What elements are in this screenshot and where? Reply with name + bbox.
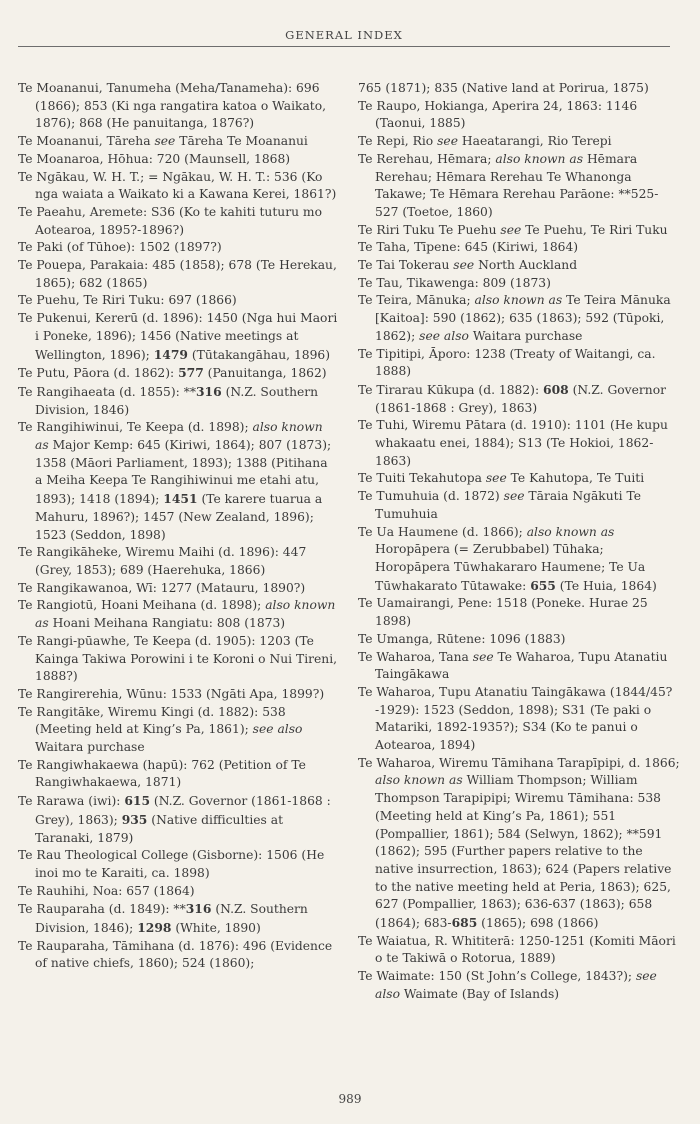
- entry-text: 765 (1871); 835 (Native land at Porirua, 1875): [358, 81, 649, 95]
- entry-text: Tāreha Te Moananui: [175, 134, 308, 149]
- entry-text: (1865); 698 (1866): [477, 916, 599, 931]
- entry-text: Te Kahutopa, Te Tuiti: [506, 471, 645, 486]
- index-entry: [358, 524, 680, 596]
- italic-term: see also: [375, 969, 657, 1001]
- entry-text: Te Rauhihi, Noa: 657 (1864): [18, 883, 195, 898]
- index-entry: [18, 383, 338, 419]
- entry-text: William Thompson; William Thompson Tarapipipi; Wiremu Tāmihana: 538 (Meeting held at King’s Pa, 1861); 551 (Pompallier, 1861); 584 (Selwyn, 1862); **591 (1862); 595 (Further papers relative to the native insurrection, 1863); 624 (Papers relative to the native meeting held at Peria, 1863); 625, 627 (Pompallier, 1863); 636-637 (1863); 658 (1864); 683-: [375, 773, 672, 931]
- index-entry: [18, 292, 338, 310]
- italic-term: also known as: [35, 598, 336, 631]
- index-entry: [18, 792, 338, 847]
- bold-reference: 1451: [163, 491, 198, 507]
- index-entry: [358, 417, 680, 470]
- entry-text: (Te Huia, 1864): [555, 578, 657, 593]
- italic-term: also known as: [495, 151, 584, 166]
- entry-text: Te Puehu, Te Riri Tuku: 697 (1866): [18, 293, 237, 308]
- index-entry: [358, 933, 680, 968]
- entry-text: Te Rangitāke, Wiremu Kingi (d. 1882): 538 (Meeting held at King’s Pa, 1861);: [18, 704, 286, 737]
- entry-text: Te Waharoa, Wiremu Tāmihana Tarapīpipi, d. 1866;: [358, 755, 680, 770]
- entry-text: Waitara purchase: [468, 328, 583, 343]
- page-number: 989: [338, 1092, 362, 1106]
- entry-text: Te Repi, Rio: [358, 134, 438, 149]
- index-entry: [18, 633, 338, 686]
- index-entry: [358, 98, 680, 133]
- index-entry: [358, 275, 680, 293]
- index-entry: [18, 883, 338, 901]
- index-entry: [18, 900, 338, 937]
- italic-term: see: [500, 222, 522, 237]
- entry-text: Haeatarangi, Rio Terepi: [457, 134, 612, 149]
- italic-term: see also: [419, 328, 469, 343]
- entry-text: Te Rangiotū, Hoani Meihana (d. 1898);: [18, 598, 266, 613]
- index-entry: [358, 470, 680, 488]
- entry-text: Te Rauparaha (d. 1849): **: [18, 902, 186, 917]
- italic-term: also known as: [526, 524, 615, 539]
- index-entry: [18, 686, 338, 704]
- index-entry: [358, 257, 680, 275]
- italic-term: see: [472, 649, 494, 664]
- bold-reference: 316: [196, 383, 222, 399]
- entry-text: Te Pukenui, Kererū (d. 1896): 1450 (Nga hui Maori i Poneke, 1896); 1456 (Native meetings at Wellington, 1896);: [18, 311, 338, 362]
- entry-text: (Te karere tuarua a Mahuru, 1896?); 1457 (New Zealand, 1896); 1523 (Seddon, 1898): [35, 492, 323, 542]
- index-entry: [358, 755, 680, 933]
- index-entry: [18, 847, 338, 882]
- entry-text: Te Riri Tuku Te Puehu: [358, 222, 501, 237]
- entry-text: (N.Z. Governor (1861-1868 : Grey), 1863): [375, 382, 666, 415]
- italic-term: see: [485, 471, 507, 486]
- entry-text: Te Pouepa, Parakaia: 485 (1858); 678 (Te Herekau, 1865); 682 (1865): [18, 258, 337, 290]
- index-entry: [18, 544, 338, 579]
- italic-term: see: [503, 489, 525, 504]
- index-entry: [358, 488, 680, 523]
- index-entry: [358, 222, 680, 240]
- index-column-left: [18, 80, 338, 973]
- entry-text: Waitara purchase: [35, 740, 145, 755]
- entry-text: Te Waharoa, Tupu Atanatiu Taingākawa (1844/45?-1929): 1523 (Seddon, 1898); S31 (Te paki o Matariki, 1892-1935?); S34 (Ko te panui o Aotearoa, 1894): [358, 684, 673, 753]
- index-column-right: [358, 80, 680, 1004]
- bold-reference: 608: [543, 381, 569, 397]
- entry-text: Hoani Meihana Rangiatu: 808 (1873): [48, 616, 286, 631]
- entry-text: Te Rarawa (iwi):: [18, 794, 125, 809]
- bold-reference: 685: [451, 915, 478, 931]
- bold-reference: 615: [124, 793, 150, 809]
- entry-text: Te Moananui, Tanumeha (Meha/Tanameha): 696 (1866); 853 (Ki nga rangatira katoa o Waikato, 1876); 868 (He panuitanga, 1876?): [18, 81, 327, 131]
- entry-text: (N.Z. Governor (1861-1868 : Grey), 1863);: [35, 794, 331, 827]
- entry-text: Te Teira, Mānuka;: [358, 293, 475, 308]
- entry-text: Te Rangirerehia, Wūnu: 1533 (Ngāti Apa, 1899?): [18, 686, 325, 701]
- index-entry: [18, 310, 338, 364]
- bold-reference: 935: [121, 811, 148, 827]
- entry-text: Te Ngākau, W. H. T.; = Ngākau, W. H. T.: 536 (Ko nga waiata a Waikato ki a Kawana Kerei, 1861?): [18, 169, 337, 202]
- index-entry: [18, 169, 338, 204]
- entry-text: Te Rangikawanoa, Wī: 1277 (Matauru, 1890?): [18, 580, 306, 595]
- index-entry: [18, 151, 338, 169]
- index-entry: [358, 239, 680, 257]
- index-entry: [358, 649, 680, 684]
- bold-reference: 655: [530, 577, 556, 593]
- index-entry: [358, 346, 680, 381]
- header-rule: [18, 46, 670, 47]
- entry-text: Te Rerehau, Hēmara;: [358, 151, 496, 166]
- bold-reference: 1479: [153, 346, 188, 362]
- bold-reference: 316: [185, 901, 212, 917]
- running-header: GENERAL INDEX: [285, 28, 403, 42]
- italic-term: also known as: [474, 293, 563, 308]
- index-entry: [18, 938, 338, 973]
- bold-reference: 577: [178, 365, 204, 381]
- index-entry: [358, 684, 680, 755]
- entry-text: Te Rangi-pūawhe, Te Keepa (d. 1905): 1203 (Te Kainga Takiwa Porowini i te Koroni o Nui Tireni, 1888?): [18, 633, 338, 684]
- entry-text: Te Tipitipi, Āporo: 1238 (Treaty of Waitangi, ca. 1888): [358, 346, 656, 379]
- entry-text: Major Kemp: 645 (Kiriwi, 1864); 807 (1873); 1358 (Māori Parliament, 1893); 1388 (Pitihana a Meiha Keepa Te Rangihiwinui me etahi atu, 1893); 1418 (1894);: [35, 438, 332, 507]
- entry-text: Te Puehu, Te Riri Tuku: [521, 222, 668, 237]
- entry-text: Te Putu, Pāora (d. 1862):: [18, 366, 179, 381]
- index-entry: [18, 257, 338, 292]
- entry-text: Te Tau, Tikawenga: 809 (1873): [358, 275, 551, 290]
- entry-text: Te Rangihiwinui, Te Keepa (d. 1898);: [18, 420, 253, 435]
- index-entry: [358, 631, 680, 649]
- index-entry: [18, 204, 338, 239]
- entry-text: Te Rangihaeata (d. 1855): **: [18, 384, 196, 399]
- entry-text: (Panuitanga, 1862): [203, 366, 327, 381]
- entry-text: Waimate (Bay of Islands): [399, 986, 560, 1001]
- entry-text: Te Rau Theological College (Gisborne): 1506 (He inoi mo te Karaiti, ca. 1898): [18, 848, 325, 880]
- entry-text: (N.Z. Southern Division, 1846): [35, 384, 319, 417]
- entry-text: (Native difficulties at Taranaki, 1879): [35, 812, 284, 845]
- index-entry: [18, 133, 338, 151]
- entry-text: Te Rauparaha, Tāmihana (d. 1876): 496 (Evidence of native chiefs, 1860); 524 (1860);: [18, 938, 333, 971]
- entry-text: Te Teira Mānuka [Kaitoa]: 590 (1862); 635 (1863); 592 (Tūpoki, 1862);: [375, 293, 671, 343]
- index-entry: [358, 381, 680, 417]
- index-entry: [358, 80, 680, 98]
- italic-term: see: [437, 134, 458, 149]
- entry-text: North Auckland: [474, 258, 578, 273]
- entry-text: Te Paeahu, Aremete: S36 (Ko te kahiti tuturu mo Aotearoa, 1895?-1896?): [18, 204, 322, 237]
- entry-text: Te Tuhi, Wiremu Pātara (d. 1910): 1101 (He kupu whakaatu enei, 1884); S13 (Te Hokioi, 1862-1863): [358, 418, 668, 468]
- entry-text: Te Paki (of Tūhoe): 1502 (1897?): [18, 240, 222, 255]
- bold-reference: 1298: [137, 920, 172, 936]
- index-entry: [358, 595, 680, 630]
- index-entry: [358, 292, 680, 345]
- entry-text: (White, 1890): [171, 921, 261, 936]
- entry-text: Te Waharoa, Tana: [358, 649, 473, 664]
- entry-text: Te Moananui, Tāreha: [18, 134, 155, 149]
- index-entry: [18, 80, 338, 133]
- entry-text: Te Rangiwhakaewa (hapū): 762 (Petition of Te Rangiwhakaewa, 1871): [18, 757, 306, 790]
- index-entry: [18, 239, 338, 257]
- index-entry: [358, 133, 680, 151]
- entry-text: Te Tumuhuia (d. 1872): [358, 489, 504, 504]
- entry-text: Te Raupo, Hokianga, Aperira 24, 1863: 1146 (Taonui, 1885): [358, 98, 638, 131]
- entry-text: Horopāpera (= Zerubbabel) Tūhaka; Horopāpera Tūwhakararo Haumene; Te Ua Tūwhakarato Tūtawake:: [375, 542, 646, 593]
- entry-text: Te Waimate: 150 (St John’s College, 1843?);: [358, 969, 636, 984]
- index-entry: [18, 597, 338, 632]
- italic-term: also known as: [375, 773, 463, 788]
- entry-text: Te Taha, Tīpene: 645 (Kiriwi, 1864): [358, 240, 579, 255]
- entry-text: Hēmara Rerehau; Hēmara Rerehau Te Whanonga Takawe; Te Hēmara Rerehau Parāone: **525-527 (Toetoe, 1860): [375, 151, 659, 219]
- italic-term: also known as: [35, 420, 323, 453]
- entry-text: Tāraia Ngākuti Te Tumuhuia: [375, 489, 641, 521]
- italic-term: see: [154, 134, 176, 149]
- entry-text: Te Waiatua, R. Whititerā: 1250-1251 (Komiti Māori o te Takiwā o Rotorua, 1889): [358, 933, 676, 966]
- entry-text: Te Moanaroa, Hōhua: 720 (Maunsell, 1868): [18, 151, 291, 166]
- entry-text: Te Rangikāheke, Wiremu Maihi (d. 1896): 447 (Grey, 1853); 689 (Haerehuka, 1866): [18, 545, 307, 577]
- entry-text: (Tūtakangāhau, 1896): [187, 347, 331, 362]
- entry-text: Te Tuiti Tekahutopa: [358, 471, 486, 486]
- index-entry: [18, 704, 338, 757]
- index-entry: [358, 968, 680, 1003]
- italic-term: see: [453, 258, 475, 273]
- entry-text: Te Ua Haumene (d. 1866);: [358, 524, 527, 539]
- entry-text: Te Waharoa, Tupu Atanatiu Taingākawa: [375, 649, 668, 682]
- index-entry: [18, 757, 338, 792]
- entry-text: (N.Z. Southern Division, 1846);: [35, 902, 308, 936]
- entry-text: Te Tirarau Kūkupa (d. 1882):: [358, 382, 544, 397]
- index-entry: [18, 580, 338, 598]
- entry-text: Te Uamairangi, Pene: 1518 (Poneke. Hurae 25 1898): [358, 596, 648, 629]
- index-entry: [358, 151, 680, 222]
- italic-term: see also: [252, 722, 303, 737]
- entry-text: Te Tai Tokerau: [358, 258, 454, 273]
- index-entry: [18, 419, 338, 544]
- entry-text: Te Umanga, Rūtene: 1096 (1883): [358, 631, 566, 646]
- index-entry: [18, 364, 338, 383]
